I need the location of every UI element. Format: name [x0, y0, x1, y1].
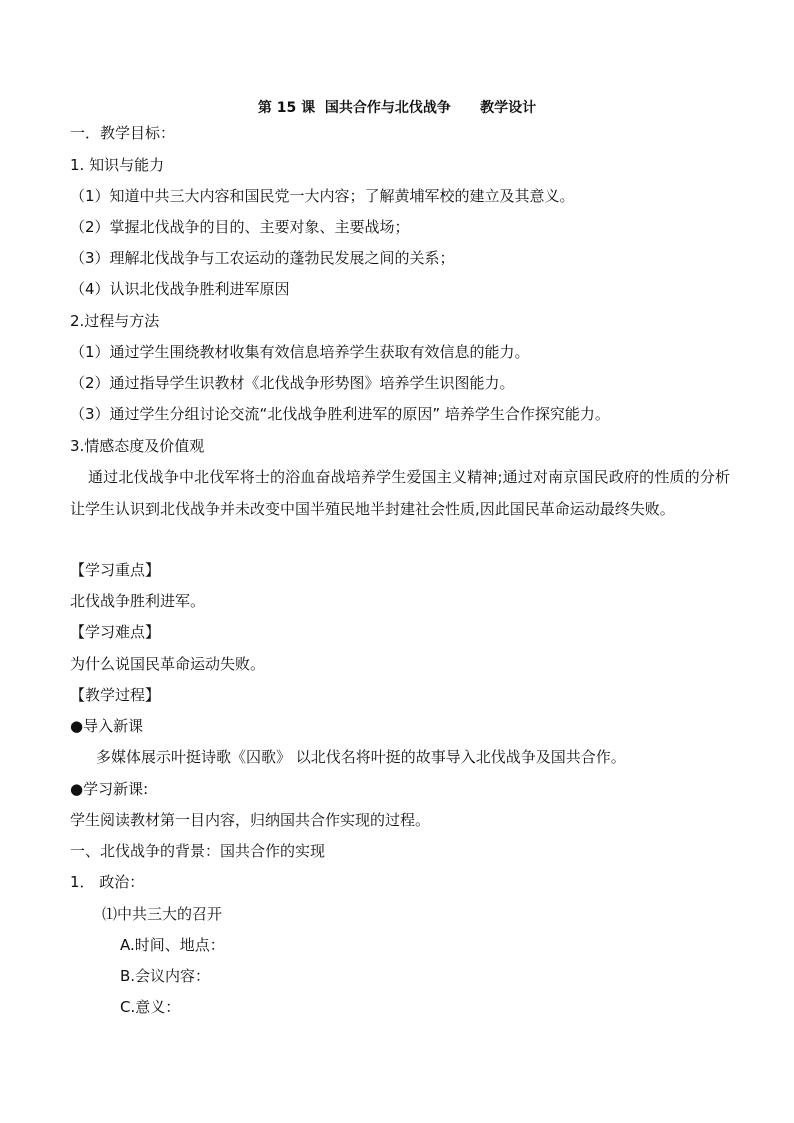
- knowledge-item: （1）知道中共三大内容和国民党一大内容；了解黄埔军校的建立及其意义。: [70, 187, 575, 205]
- difficulty-text: 为什么说国民革命运动失败。: [70, 655, 266, 673]
- focus-text: 北伐战争胜利进军。: [70, 592, 206, 610]
- part1-significance: C.意义：: [120, 998, 181, 1016]
- part1-content: B.会议内容：: [120, 967, 211, 985]
- process-item: （1）通过学生围绕教材收集有效信息培养学生获取有效信息的能力。: [70, 343, 530, 361]
- part1-heading: 一、北伐战争的背景：国共合作的实现: [70, 842, 326, 860]
- new-lesson-text: 学生阅读教材第一目内容，归纳国共合作实现的过程。: [70, 811, 431, 829]
- teaching-process-heading: 【教学过程】: [70, 686, 161, 704]
- intro-heading: ●导入新课: [70, 717, 144, 735]
- process-item: （2）通过指导学生识教材《北伐战争形势图》培养学生识图能力。: [70, 374, 515, 392]
- document-title: 第 15 课 国共合作与北伐战争 教学设计: [257, 100, 537, 116]
- subsection-heading-values: 3.情感态度及价值观: [70, 437, 205, 455]
- subsection-heading-knowledge: 1. 知识与能力: [70, 156, 165, 174]
- part1-congress: ⑴中共三大的召开: [102, 905, 223, 923]
- intro-text: 多媒体展示叶挺诗歌《囚歌》 以北伐名将叶挺的故事导入北伐战争及国共合作。: [96, 748, 626, 766]
- knowledge-item: （2）掌握北伐战争的目的、主要对象、主要战场；: [70, 218, 410, 236]
- focus-heading: 【学习重点】: [70, 561, 161, 579]
- process-item: （3）通过学生分组讨论交流“北伐战争胜利进军的原因” 培养学生合作探究能力。: [70, 405, 610, 423]
- part1-time-place: A.时间、地点：: [120, 936, 225, 954]
- values-paragraph: 通过北伐战争中北伐军将士的浴血奋战培养学生爱国主义精神;通过对南京国民政府的性质的分析让学生认识到北伐战争并未改变中国半殖民地半封建社会性质,因此国民革命运动最终失败。: [70, 468, 730, 518]
- knowledge-item: （4）认识北伐战争胜利进军原因: [70, 280, 290, 298]
- difficulty-heading: 【学习难点】: [70, 623, 161, 641]
- new-lesson-heading: ●学习新课:: [70, 780, 149, 798]
- subsection-heading-process: 2.过程与方法: [70, 312, 160, 330]
- section-heading-objectives: 一．教学目标：: [70, 124, 176, 142]
- part1-politics: 1． 政治：: [70, 873, 145, 891]
- knowledge-item: （3）理解北伐战争与工农运动的蓬勃民发展之间的关系；: [70, 249, 455, 267]
